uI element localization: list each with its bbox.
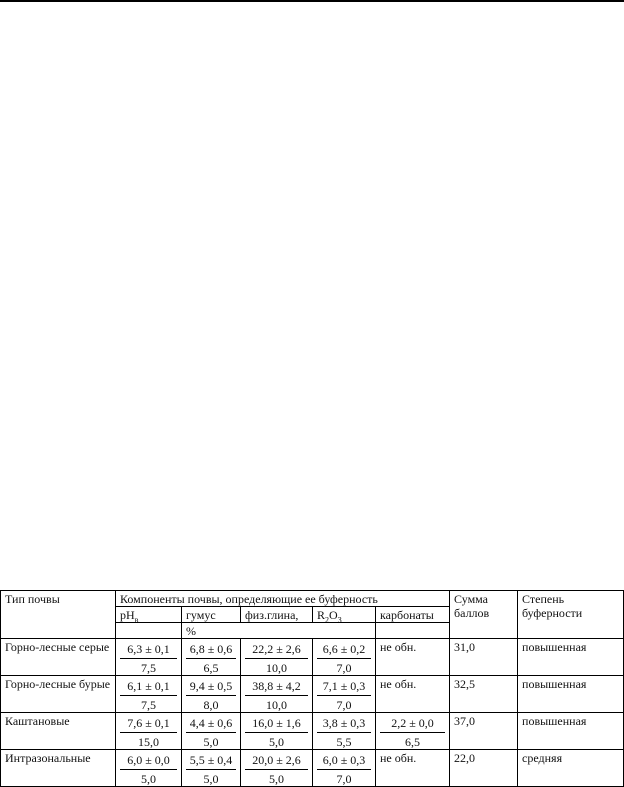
cell-degree: средняя: [518, 750, 624, 787]
cell-soil-type: Каштановые: [1, 713, 116, 750]
cell-clay: 20,0 ± 2,6 5,0: [241, 750, 313, 787]
soil-buffer-table: [0, 590, 624, 787]
cell-humus: 6,8 ± 0,6 6,5: [182, 639, 241, 676]
cell-clay: 38,8 ± 4,2 10,0: [241, 676, 313, 713]
cell-humus: 4,4 ± 0,6 5,0: [182, 713, 241, 750]
cell-degree: повышенная: [518, 639, 624, 676]
table-row: [1, 639, 624, 676]
cell-humus: 5,5 ± 0,4 5,0: [182, 750, 241, 787]
header-clay: физ.глина,: [241, 607, 313, 623]
table-row: [1, 676, 624, 713]
header-soil-type: Тип почвы: [1, 591, 116, 639]
cell-ph: 6,1 ± 0,1 7,5: [116, 676, 182, 713]
cell-ph: 7,6 ± 0,1 15,0: [116, 713, 182, 750]
header-r2o3: $R_2O_3$: [313, 607, 376, 623]
cell-carbonates: не обн.: [376, 750, 450, 787]
header-humus: гумус: [182, 607, 241, 623]
cell-carbonates: не обн.: [376, 639, 450, 676]
header-percent: %: [182, 623, 376, 639]
cell-soil-type: Интразональные: [1, 750, 116, 787]
cell-carbonates: 2,2 ± 0,0 6,5: [376, 713, 450, 750]
header-ph: $pH_в$: [116, 607, 182, 623]
table-row: [1, 750, 624, 787]
cell-degree: повышенная: [518, 713, 624, 750]
header-percent-spacer: [116, 623, 182, 639]
cell-ph: 6,3 ± 0,1 7,5: [116, 639, 182, 676]
cell-r2o3: 7,1 ± 0,3 7,0: [313, 676, 376, 713]
header-percent-spacer-right: [376, 623, 450, 639]
cell-r2o3: 6,0 ± 0,3 7,0: [313, 750, 376, 787]
cell-sum: 31,0: [450, 639, 518, 676]
cell-soil-type: Горно-лесные бурые: [1, 676, 116, 713]
cell-sum: 22,0: [450, 750, 518, 787]
header-sum: Сумма баллов: [450, 591, 518, 639]
header-components: Компоненты почвы, определяющие ее буферность: [116, 591, 450, 607]
cell-carbonates: не обн.: [376, 676, 450, 713]
cell-soil-type: Горно-лесные серые: [1, 639, 116, 676]
cell-r2o3: 6,6 ± 0,2 7,0: [313, 639, 376, 676]
top-rule: [0, 0, 624, 2]
cell-ph: 6,0 ± 0,0 5,0: [116, 750, 182, 787]
cell-r2o3: 3,8 ± 0,3 5,5: [313, 713, 376, 750]
table-row: [1, 713, 624, 750]
header-carbonates: карбонаты: [376, 607, 450, 623]
cell-clay: 22,2 ± 2,6 10,0: [241, 639, 313, 676]
header-row-1: [1, 591, 624, 607]
cell-degree: повышенная: [518, 676, 624, 713]
cell-sum: 32,5: [450, 676, 518, 713]
cell-sum: 37,0: [450, 713, 518, 750]
cell-humus: 9,4 ± 0,5 8,0: [182, 676, 241, 713]
cell-clay: 16,0 ± 1,6 5,0: [241, 713, 313, 750]
header-degree: Степень буферности: [518, 591, 624, 639]
